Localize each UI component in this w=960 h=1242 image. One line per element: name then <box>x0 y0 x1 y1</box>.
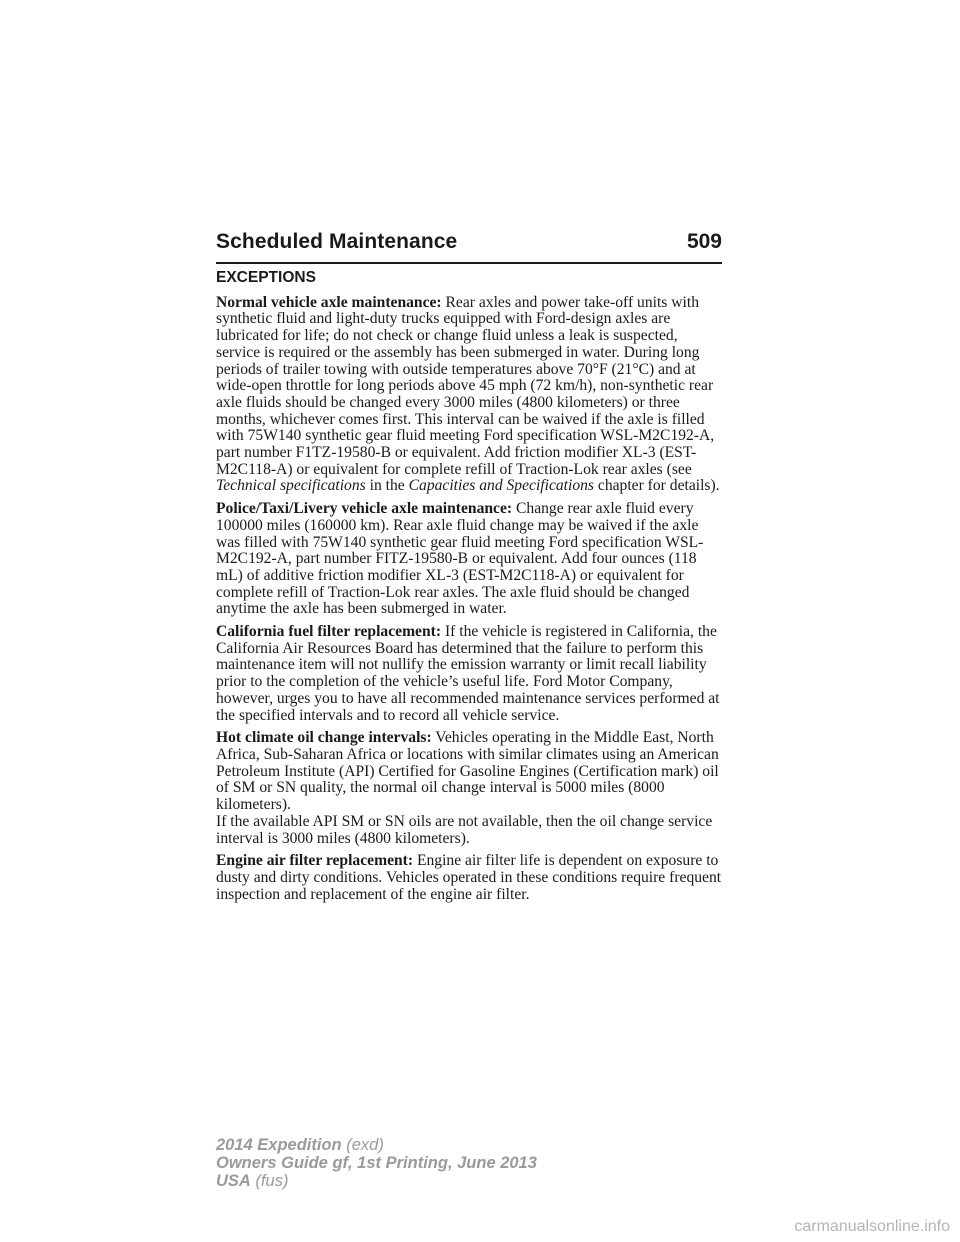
cross-reference: Technical specifications <box>216 477 366 495</box>
paragraph-lead: California fuel filter replacement: <box>216 623 442 641</box>
footer-model: 2014 Expedition <box>216 1136 342 1154</box>
paragraph-text: If the available API SM or SN oils are not available, then the oil change service interval is 3000 miles (4800 kilometers). <box>216 812 713 847</box>
footer-guide-info: Owners Guide gf, 1st Printing, June 2013 <box>216 1154 537 1172</box>
footer-line-market <box>216 1172 537 1190</box>
print-footer <box>216 1136 537 1190</box>
paragraph-lead: Hot climate oil change intervals: <box>216 729 432 747</box>
page-header <box>216 228 722 264</box>
paragraph-hot-climate-oil <box>216 730 722 814</box>
paragraph-text: in the <box>369 477 405 495</box>
footer-market-code: (fus) <box>255 1172 289 1190</box>
paragraph-lead: Police/Taxi/Livery vehicle axle maintenance: <box>216 500 513 518</box>
paragraph-engine-air-filter <box>216 853 722 903</box>
paragraph-text: If the vehicle is registered in California, the California Air Resources Board has determined that the failure to perform this maintenance item will not nullify the emission warranty or limit recall liability prior to the completion of the vehicle’s useful life. Ford Motor Company, however, urges you to have all recommended maintenance services performed at the specified intervals and to record all vehicle service. <box>216 623 720 724</box>
site-watermark: carmanualsonline.info <box>794 1218 950 1235</box>
paragraph-lead: Engine air filter replacement: <box>216 852 414 870</box>
page-content <box>216 270 722 909</box>
section-heading: EXCEPTIONS <box>216 269 316 286</box>
paragraph-text: Change rear axle fluid every 100000 miles (160000 km). Rear axle fluid change may be waived if the axle was filled with 75W140 synthetic gear fluid meeting Ford specification WSL-M2C192-A, part number FITZ-19580-B or equivalent. Add four ounces (118 mL) of additive friction modifier XL-3 (EST-M2C118-A) or equivalent for complete refill of Traction-Lok rear axles. The axle fluid should be changed anytime the axle has been submerged in water. <box>216 500 704 618</box>
footer-market: USA <box>216 1172 251 1190</box>
paragraph-text: chapter for details). <box>597 477 720 495</box>
cross-reference: Capacities and Specifications <box>408 477 594 495</box>
paragraph-police-axle <box>216 501 722 618</box>
paragraph-text: Engine air filter life is dependent on exposure to dusty and dirty conditions. Vehicles operated in these conditions require frequent inspection and replacement of the engine air filter. <box>216 852 722 903</box>
paragraph-lead: Normal vehicle axle maintenance: <box>216 293 442 311</box>
paragraph-text: Rear axles and power take-off units with synthetic fluid and light-duty trucks equipped with Ford-design axles are lubricated for life; do not check or change fluid unless a leak is suspected, service is required or the assembly has been submerged in water. During long periods of trailer towing with outside temperatures above 70°F (21°C) and at wide-open throttle for long periods above 45 mph (72 km/h), non-synthetic rear axle fluids should be changed every 3000 miles (4800 kilometers) or three months, whichever comes first. This interval can be waived if the axle is filled with 75W140 synthetic gear fluid meeting Ford specification WSL-M2C192-A, part number F1TZ-19580-B or equivalent. Add friction modifier XL-3 (EST-M2C118-A) or equivalent for complete refill of Traction-Lok rear axles (see <box>216 293 715 478</box>
footer-model-code: (exd) <box>346 1136 384 1154</box>
paragraph-oil-fallback <box>216 814 722 847</box>
page-number: 509 <box>686 230 722 253</box>
paragraph-california-fuel-filter <box>216 624 722 724</box>
paragraph-text: Vehicles operating in the Middle East, North Africa, Sub-Saharan Africa or locations with similar climates using an American Petroleum Institute (API) Certified for Gasoline Engines (Certification mark) oil of SM or SN quality, the normal oil change interval is 5000 miles (8000 kilometers). <box>216 729 719 814</box>
chapter-title: Scheduled Maintenance <box>216 230 458 253</box>
paragraph-normal-axle <box>216 295 722 495</box>
footer-line-model <box>216 1136 537 1154</box>
